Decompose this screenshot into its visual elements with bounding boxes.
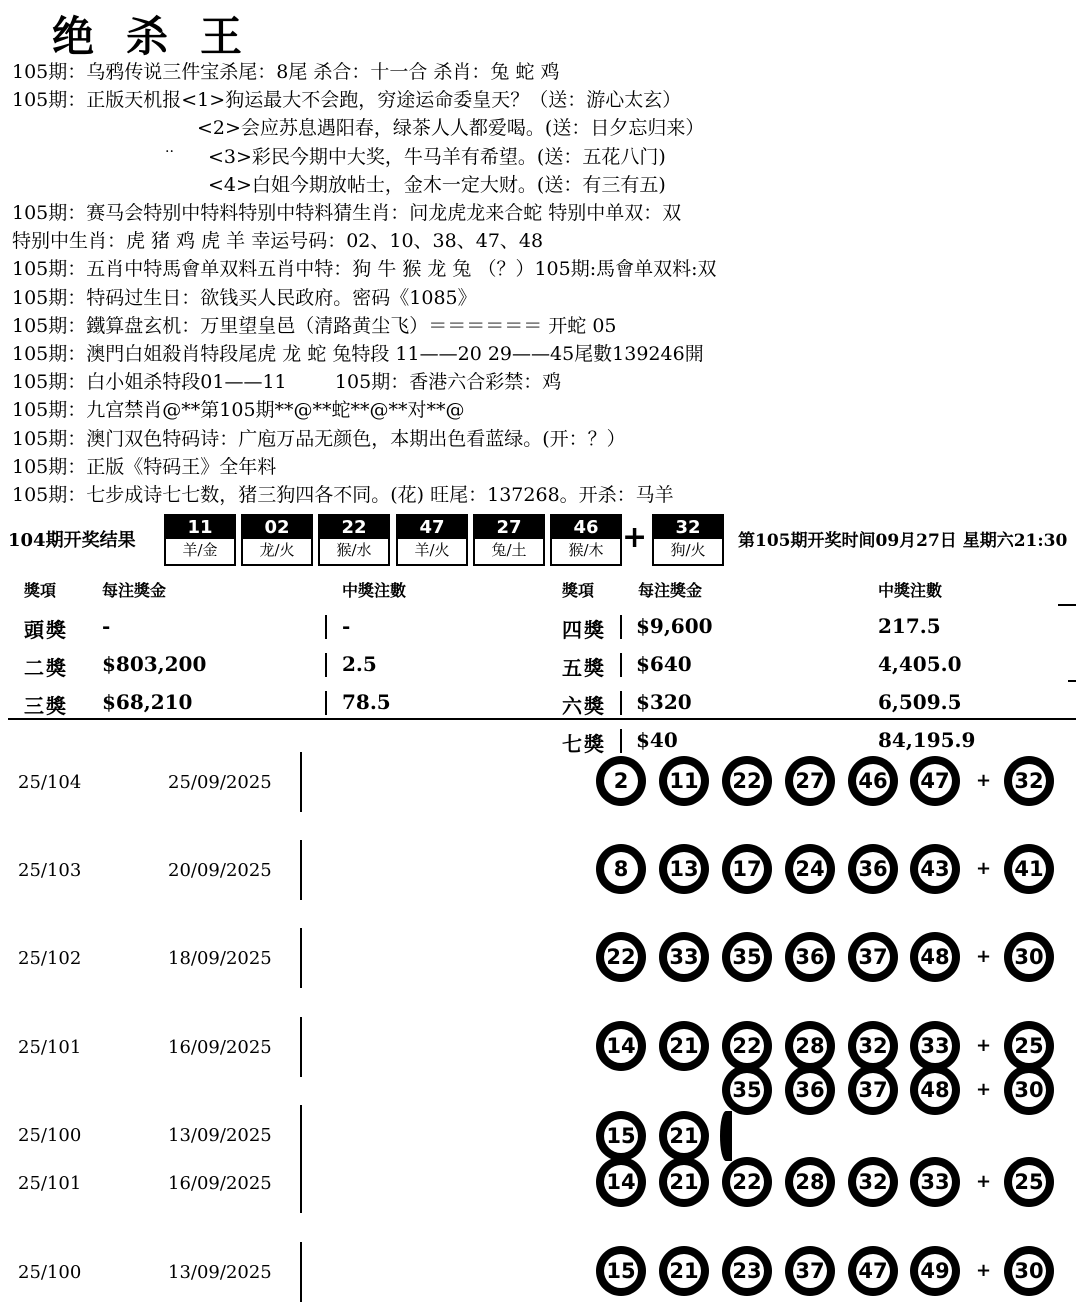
stray-mark: .. — [165, 140, 174, 156]
history-ball — [848, 1157, 898, 1207]
ball-number: 25 — [1012, 1165, 1046, 1199]
ball-number: 37 — [856, 940, 890, 974]
history-ball — [848, 1065, 898, 1115]
history-divider — [300, 928, 302, 988]
result-ball — [550, 514, 622, 566]
history-special-ball — [1004, 756, 1054, 806]
history-ball — [596, 932, 646, 982]
history-period: 25/104 — [18, 772, 82, 793]
history-ball — [659, 844, 709, 894]
history-ball — [785, 844, 835, 894]
ball-plus: + — [976, 1171, 992, 1192]
history-ball — [785, 756, 835, 806]
history-divider — [300, 1017, 302, 1077]
prize-winners: - — [342, 614, 351, 638]
ball-plus: + — [976, 770, 992, 791]
ball-number: 35 — [730, 1073, 764, 1107]
ball-number: 30 — [1012, 940, 1046, 974]
ball-number: 22 — [730, 1029, 764, 1063]
prediction-line: 105期：乌鸦传说三件宝杀尾：8尾 杀合：十一合 杀肖：兔 蛇 鸡 — [12, 61, 560, 83]
prize-divider — [620, 691, 622, 715]
ball-number: 47 — [918, 764, 952, 798]
prize-name: 二獎 — [24, 656, 68, 680]
prize-winners: 78.5 — [342, 690, 391, 714]
prediction-line: 105期：澳門白姐殺肖特段尾虎 龙 蛇 兔特段 11——20 29——45尾數139246開 — [12, 343, 704, 365]
ball-plus: + — [976, 858, 992, 879]
prize-winners: 6,509.5 — [878, 690, 962, 714]
ball-number: 46 — [856, 764, 890, 798]
ball-number: 37 — [856, 1073, 890, 1107]
ball-plus: + — [976, 1079, 992, 1100]
history-date: 13/09/2025 — [168, 1262, 272, 1283]
history-ball — [596, 1021, 646, 1071]
history-date: 18/09/2025 — [168, 948, 272, 969]
result-zodiac: 猴/水 — [336, 541, 372, 559]
result-number: 27 — [475, 516, 543, 539]
prize-header-winners: 中獎注數 — [342, 581, 407, 600]
prize-name: 四獎 — [562, 618, 606, 642]
result-ball — [241, 514, 313, 566]
prediction-line: 特别中生肖：虎 猪 鸡 虎 羊 幸运号码：02、10、38、47、48 — [12, 230, 544, 253]
result-zodiac: 狗/火 — [670, 541, 706, 559]
history-ball — [659, 1246, 709, 1296]
history-ball — [659, 932, 709, 982]
draw-results-row — [0, 512, 1080, 566]
history-ball — [659, 1021, 709, 1071]
prize-winners: 84,195.9 — [878, 728, 976, 752]
history-ball — [596, 1246, 646, 1296]
prize-divider — [325, 615, 327, 639]
history-ball — [848, 1021, 898, 1071]
history-ball — [722, 1065, 772, 1115]
history-special-ball — [1004, 1157, 1054, 1207]
ball-number: 32 — [856, 1165, 890, 1199]
ball-number: 22 — [730, 1165, 764, 1199]
prediction-line: 105期：澳门双色特码诗：广庖万品无颜色，本期出色看蓝绿。(开：？） — [12, 427, 626, 450]
results-plus: + — [622, 520, 648, 555]
prize-amount: - — [102, 614, 111, 638]
ball-number: 23 — [730, 1254, 764, 1288]
prize-amount: $68,210 — [102, 690, 193, 714]
history-special-ball — [1004, 1065, 1054, 1115]
result-zodiac: 龙/火 — [259, 541, 295, 559]
history-ball — [596, 756, 646, 806]
prediction-line: <3>彩民今期中大奖，牛马羊有希望。(送：五花八门) — [208, 145, 666, 168]
ball-plus: + — [976, 1260, 992, 1281]
prize-name: 五獎 — [562, 656, 606, 680]
history-ball — [722, 932, 772, 982]
ball-number: 21 — [667, 1165, 701, 1199]
ball-number: 27 — [793, 764, 827, 798]
history-ball — [785, 1021, 835, 1071]
prediction-line: <4>白姐今期放帖士，金木一定大财。(送：有三有五) — [208, 173, 666, 196]
history-special-ball — [1004, 932, 1054, 982]
history-period: 25/101 — [18, 1173, 82, 1194]
ball-number: 48 — [918, 940, 952, 974]
history-period: 25/100 — [18, 1125, 82, 1146]
results-label: 104期开奖结果 — [8, 530, 136, 551]
history-ball — [722, 1157, 772, 1207]
prediction-line: 105期：正版天机报<1>狗运最大不会跑，穷途运命委皇天？（送：游心太玄） — [12, 89, 682, 112]
history-ball — [785, 932, 835, 982]
ball-number: 28 — [793, 1029, 827, 1063]
edge-tick — [1068, 680, 1076, 682]
ball-number: 41 — [1012, 852, 1046, 886]
ball-number: 2 — [604, 764, 638, 798]
result-number: 22 — [320, 516, 388, 539]
ball-number: 13 — [667, 852, 701, 886]
history-date: 20/09/2025 — [168, 860, 272, 881]
history-ball — [848, 756, 898, 806]
ball-number: 47 — [856, 1254, 890, 1288]
history-date: 25/09/2025 — [168, 772, 272, 793]
history-ball-fragment — [720, 1111, 732, 1161]
history-ball — [910, 1021, 960, 1071]
ball-number: 43 — [918, 852, 952, 886]
result-number: 32 — [654, 516, 722, 539]
history-divider — [300, 840, 302, 900]
prize-name: 頭獎 — [24, 618, 68, 642]
prize-divider — [325, 653, 327, 677]
history-ball — [596, 1111, 646, 1161]
history-ball — [785, 1246, 835, 1296]
history-ball — [722, 1246, 772, 1296]
prize-winners: 2.5 — [342, 652, 377, 676]
history-date: 16/09/2025 — [168, 1173, 272, 1194]
ball-number: 17 — [730, 852, 764, 886]
history-ball — [910, 1065, 960, 1115]
prize-divider — [620, 729, 622, 753]
history-ball — [659, 756, 709, 806]
prize-amount: $803,200 — [102, 652, 207, 676]
history-special-ball — [1004, 844, 1054, 894]
prize-amount: $40 — [636, 728, 678, 752]
history-period: 25/102 — [18, 948, 82, 969]
ball-number: 33 — [918, 1029, 952, 1063]
prize-divider — [620, 615, 622, 639]
prize-header-amount: 每注獎金 — [102, 581, 167, 600]
result-zodiac: 羊/火 — [414, 541, 450, 559]
history-ball — [910, 1246, 960, 1296]
history-period: 25/100 — [18, 1262, 82, 1283]
result-ball — [164, 514, 236, 566]
prediction-line: 105期：赛马会特别中特料特别中特料猜生肖：问龙虎龙来合蛇 特别中单双：双 — [12, 202, 682, 224]
history-date: 16/09/2025 — [168, 1037, 272, 1058]
prediction-line: 105期：正版《特码王》全年料 — [12, 455, 277, 478]
history-ball — [785, 1157, 835, 1207]
ball-number: 37 — [793, 1254, 827, 1288]
prize-amount: $320 — [636, 690, 692, 714]
prize-name: 六獎 — [562, 694, 606, 718]
prize-header-name-2: 獎項 — [562, 581, 595, 600]
ball-number: 32 — [1012, 764, 1046, 798]
ball-number: 14 — [604, 1165, 638, 1199]
result-zodiac: 兔/土 — [491, 541, 527, 559]
history-ball — [722, 756, 772, 806]
ball-plus: + — [976, 1035, 992, 1056]
ball-number: 36 — [856, 852, 890, 886]
next-draw-time: 第105期开奖时间09月27日 星期六21:30 — [738, 531, 1068, 551]
result-zodiac: 羊/金 — [182, 541, 218, 559]
history-special-ball — [1004, 1021, 1054, 1071]
history-ball — [848, 932, 898, 982]
history-divider — [300, 1153, 302, 1213]
history-ball — [910, 932, 960, 982]
ball-number: 48 — [918, 1073, 952, 1107]
prediction-line: 105期：白小姐杀特段01——11 105期：香港六合彩禁：鸡 — [12, 371, 562, 394]
ball-number: 8 — [604, 852, 638, 886]
ball-number: 33 — [667, 940, 701, 974]
ball-number: 14 — [604, 1029, 638, 1063]
page-title: 绝杀王 — [52, 12, 275, 61]
result-ball — [318, 514, 390, 566]
prediction-line: 105期：五肖中特馬會单双料五肖中特：狗 牛 猴 龙 兔 （？）105期:馬會单双料:双 — [12, 258, 717, 281]
prize-winners: 217.5 — [878, 614, 941, 638]
history-ball — [659, 1111, 709, 1161]
history-period: 25/101 — [18, 1037, 82, 1058]
ball-number: 30 — [1012, 1254, 1046, 1288]
result-number: 46 — [552, 516, 620, 539]
prediction-line: <2>会应苏息遇阳春，绿茶人人都爱喝。(送：日夕忘归来） — [197, 117, 705, 140]
edge-tick — [1058, 604, 1076, 606]
result-ball — [473, 514, 545, 566]
ball-number: 15 — [604, 1254, 638, 1288]
history-ball — [659, 1157, 709, 1207]
history-divider — [300, 1242, 302, 1302]
prize-name: 三獎 — [24, 694, 68, 718]
ball-number: 30 — [1012, 1073, 1046, 1107]
ball-number: 21 — [667, 1254, 701, 1288]
ball-number: 33 — [918, 1165, 952, 1199]
history-date: 13/09/2025 — [168, 1125, 272, 1146]
history-divider — [300, 752, 302, 812]
result-zodiac: 猴/木 — [568, 541, 604, 559]
ball-number: 15 — [604, 1119, 638, 1153]
history-ball — [596, 1157, 646, 1207]
ball-number: 49 — [918, 1254, 952, 1288]
ball-number: 21 — [667, 1029, 701, 1063]
ball-number: 28 — [793, 1165, 827, 1199]
result-number: 47 — [398, 516, 466, 539]
result-special-ball — [652, 514, 724, 566]
history-period: 25/103 — [18, 860, 82, 881]
prediction-line: 105期：鐵算盘玄机：万里望皇邑（清路黄尘飞）＝＝＝＝＝＝ 开蛇 05 — [12, 314, 617, 337]
history-special-ball — [1004, 1246, 1054, 1296]
prize-table — [0, 570, 1080, 770]
ball-plus: + — [976, 946, 992, 967]
ball-number: 22 — [730, 764, 764, 798]
ball-number: 36 — [793, 1073, 827, 1107]
ball-number: 11 — [667, 764, 701, 798]
ball-number: 35 — [730, 940, 764, 974]
result-number: 11 — [166, 516, 234, 539]
history-ball — [848, 1246, 898, 1296]
history-ball — [596, 844, 646, 894]
prediction-line: 105期：九宫禁肖@**第105期**@**蛇**@**对**@ — [12, 399, 465, 422]
ball-number: 25 — [1012, 1029, 1046, 1063]
history-ball — [785, 1065, 835, 1115]
prize-divider — [620, 653, 622, 677]
result-number: 02 — [243, 516, 311, 539]
ball-number: 21 — [667, 1119, 701, 1153]
ball-number: 32 — [856, 1029, 890, 1063]
ball-number: 24 — [793, 852, 827, 886]
prize-amount: $9,600 — [636, 614, 713, 638]
prize-divider — [325, 691, 327, 715]
ball-number: 22 — [604, 940, 638, 974]
prize-name: 七獎 — [562, 732, 606, 756]
prize-amount: $640 — [636, 652, 692, 676]
history-ball — [910, 844, 960, 894]
prize-winners: 4,405.0 — [878, 652, 962, 676]
prize-bottom-rule — [8, 718, 1076, 720]
prize-header-amount-2: 每注獎金 — [638, 581, 703, 600]
history-ball — [848, 844, 898, 894]
prize-header-name: 獎項 — [24, 581, 57, 600]
ball-number: 36 — [793, 940, 827, 974]
history-ball — [722, 844, 772, 894]
prediction-line: 105期：特码过生日：欲钱买人民政府。密码《1085》 — [12, 286, 477, 309]
history-ball — [910, 756, 960, 806]
prize-header-winners-2: 中獎注數 — [878, 581, 943, 600]
history-ball — [910, 1157, 960, 1207]
result-ball — [396, 514, 468, 566]
prediction-line: 105期：七步成诗七七数，猪三狗四各不同。(花) 旺尾：137268。开杀：马羊 — [12, 484, 674, 506]
history-ball — [722, 1021, 772, 1071]
